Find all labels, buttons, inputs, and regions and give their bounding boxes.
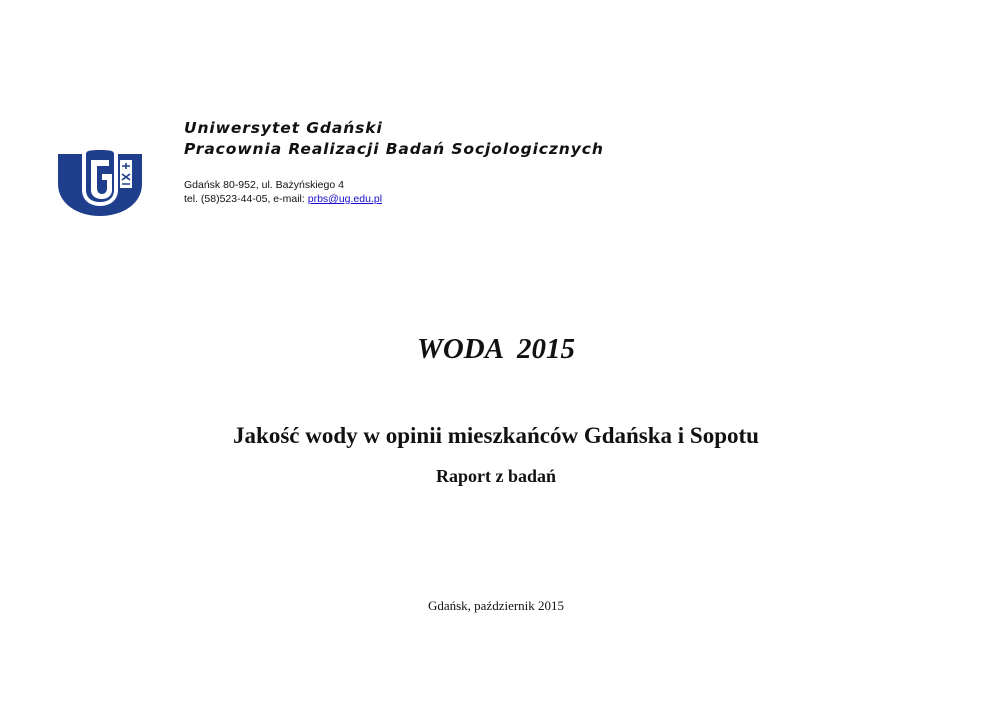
contact-prefix: tel. (58)523-44-05, e-mail: [184, 193, 308, 205]
document-subtitle: Jakość wody w opinii mieszkańców Gdańska i Sopotu [233, 423, 759, 448]
unit-name: Pracownia Realizacji Badań Socjologicznych [184, 140, 604, 158]
organization-block [184, 118, 604, 160]
address-line: Gdańsk 80-952, ul. Bażyńskiego 4 [184, 179, 344, 191]
report-type: Raport z badań [435, 466, 556, 486]
document-title: WODA 2015 [417, 333, 575, 365]
place-date: Gdańsk, październik 2015 [427, 598, 565, 613]
contact-line [184, 192, 382, 206]
university-name: Uniwersytet Gdański [184, 119, 383, 137]
email-link[interactable]: prbs@ug.edu.pl [307, 193, 383, 205]
address-block [184, 178, 382, 206]
university-logo [56, 146, 144, 218]
